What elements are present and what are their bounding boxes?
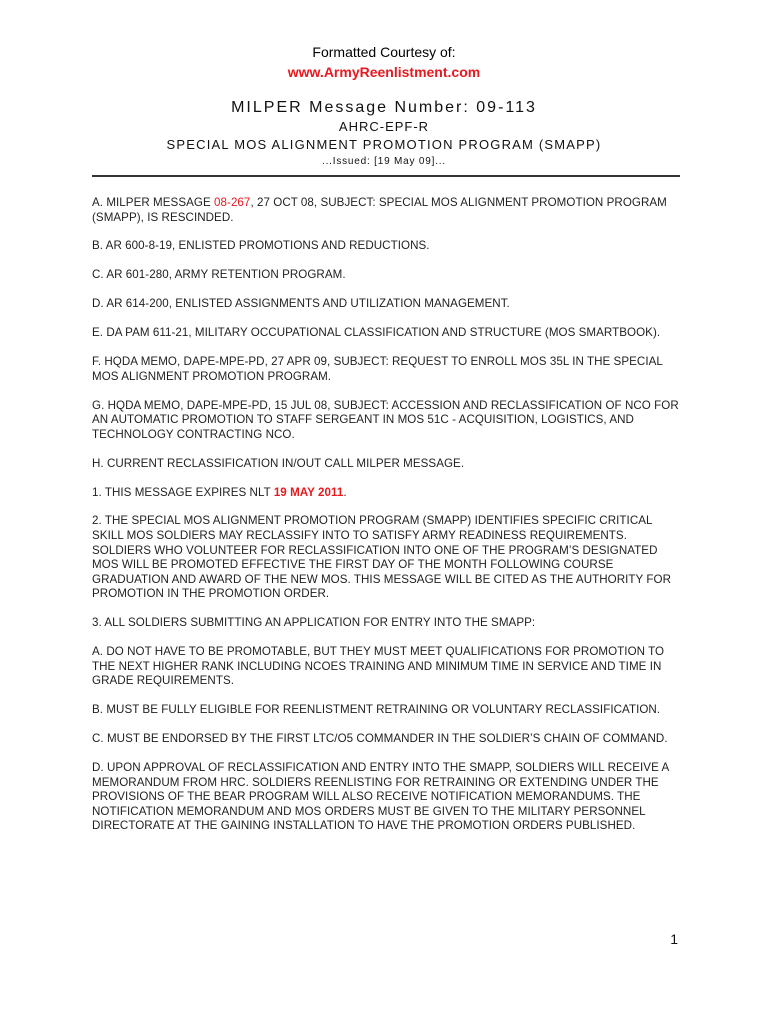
- site-link[interactable]: www.ArmyReenlistment.com: [287, 64, 481, 80]
- reference-a-message-link[interactable]: 08-267: [214, 196, 251, 209]
- paragraph-1-suffix: .: [343, 485, 347, 499]
- paragraph-1-prefix: 1. THIS MESSAGE EXPIRES NLT: [92, 485, 274, 499]
- paragraph-2: 2. THE SPECIAL MOS ALIGNMENT PROMOTION PROGRAM (SMAPP) IDENTIFIES SPECIFIC CRITICAL SKILL MOS SOLDIERS MAY RECLASSIFY INTO TO SATISFY ARMY READINESS REQUIREMENTS. SOLDIERS WHO VOLUNTEER FOR RECLASSIFICATION INTO ONE OF THE PROGRAM’S DESIGNATED MOS WILL BE PROMOTED EFFECTIVE THE FIRST DAY OF THE MONTH FOLLOWING COURSE GRADUATION AND AWARD OF THE NEW MOS. THIS MESSAGE WILL BE CITED AS THE AUTHORITY FOR PROMOTION IN THE PROMOTION ORDER.: [92, 514, 672, 601]
- paragraph-3d: D. UPON APPROVAL OF RECLASSIFICATION AND ENTRY INTO THE SMAPP, SOLDIERS WILL RECEIVE A MEMORANDUM FROM HRC. SOLDIERS REENLISTING FOR RETRAINING OR EXTENDING UNDER THE PROVISIONS OF THE BEAR PROGRAM WILL ALSO RECEIVE NOTIFICATION MEMORANDUMS. THE NOTIFICATION MEMORANDUM AND MOS ORDERS MUST BE GIVEN TO THE MILITARY PERSONNEL DIRECTORATE AT THE GAINING INSTALLATION TO HAVE THE PROMOTION ORDERS PUBLISHED.: [92, 761, 669, 833]
- courtesy-line: Formatted Courtesy of:: [312, 44, 456, 60]
- reference-a-suffix: , 27 OCT 08, SUBJECT: SPECIAL MOS ALIGNMENT PROMOTION PROGRAM (SMAPP), IS RESCINDED.: [92, 196, 667, 224]
- paragraph-1: [92, 486, 684, 501]
- reference-f: F. HQDA MEMO, DAPE-MPE-PD, 27 APR 09, SUBJECT: REQUEST TO ENROLL MOS 35L IN THE SPECIAL MOS ALIGNMENT PROMOTION PROGRAM.: [92, 355, 663, 383]
- reference-a: [92, 196, 684, 225]
- page-number: 1: [670, 931, 678, 947]
- reference-d: D. AR 614-200, ENLISTED ASSIGNMENTS AND UTILIZATION MANAGEMENT.: [92, 297, 510, 311]
- reference-c: C. AR 601-280, ARMY RETENTION PROGRAM.: [92, 268, 346, 282]
- document-body: [92, 196, 684, 848]
- paragraph-3: 3. ALL SOLDIERS SUBMITTING AN APPLICATION FOR ENTRY INTO THE SMAPP:: [92, 616, 536, 630]
- program-title: SPECIAL MOS ALIGNMENT PROMOTION PROGRAM (SMAPP): [166, 137, 602, 152]
- reference-h: H. CURRENT RECLASSIFICATION IN/OUT CALL MILPER MESSAGE.: [92, 456, 465, 470]
- paragraph-3a: A. DO NOT HAVE TO BE PROMOTABLE, BUT THEY MUST MEET QUALIFICATIONS FOR PROMOTION TO THE NEXT HIGHER RANK INCLUDING NCOES TRAINING AND MINIMUM TIME IN SERVICE AND TIME IN GRADE REQUIREMENTS.: [92, 645, 665, 688]
- paragraph-3c: C. MUST BE ENDORSED BY THE FIRST LTC/O5 COMMANDER IN THE SOLDIER’S CHAIN OF COMMAND.: [92, 732, 668, 746]
- paragraph-3b: B. MUST BE FULLY ELIGIBLE FOR REENLISTMENT RETRAINING OR VOLUNTARY RECLASSIFICATION.: [92, 703, 661, 717]
- reference-a-prefix: A. MILPER MESSAGE: [92, 196, 215, 209]
- office-symbol: AHRC-EPF-R: [338, 119, 430, 134]
- reference-e: E. DA PAM 611-21, MILITARY OCCUPATIONAL CLASSIFICATION AND STRUCTURE (MOS SMARTBOOK).: [92, 326, 661, 340]
- reference-g: G. HQDA MEMO, DAPE-MPE-PD, 15 JUL 08, SUBJECT: ACCESSION AND RECLASSIFICATION OF NCO FOR AN AUTOMATIC PROMOTION TO STAFF SERGEANT IN MOS 51C - ACQUISITION, LOGISTICS, AND TECHNOLOGY CONTRACTING NCO.: [92, 398, 679, 441]
- message-number: MILPER Message Number: 09-113: [231, 99, 537, 116]
- issued-date: ...Issued: [19 May 09]...: [322, 156, 446, 167]
- header-divider: [92, 175, 680, 177]
- expiration-date: 19 MAY 2011: [273, 485, 344, 499]
- document-header: [0, 42, 768, 170]
- reference-b: B. AR 600-8-19, ENLISTED PROMOTIONS AND REDUCTIONS.: [92, 239, 430, 253]
